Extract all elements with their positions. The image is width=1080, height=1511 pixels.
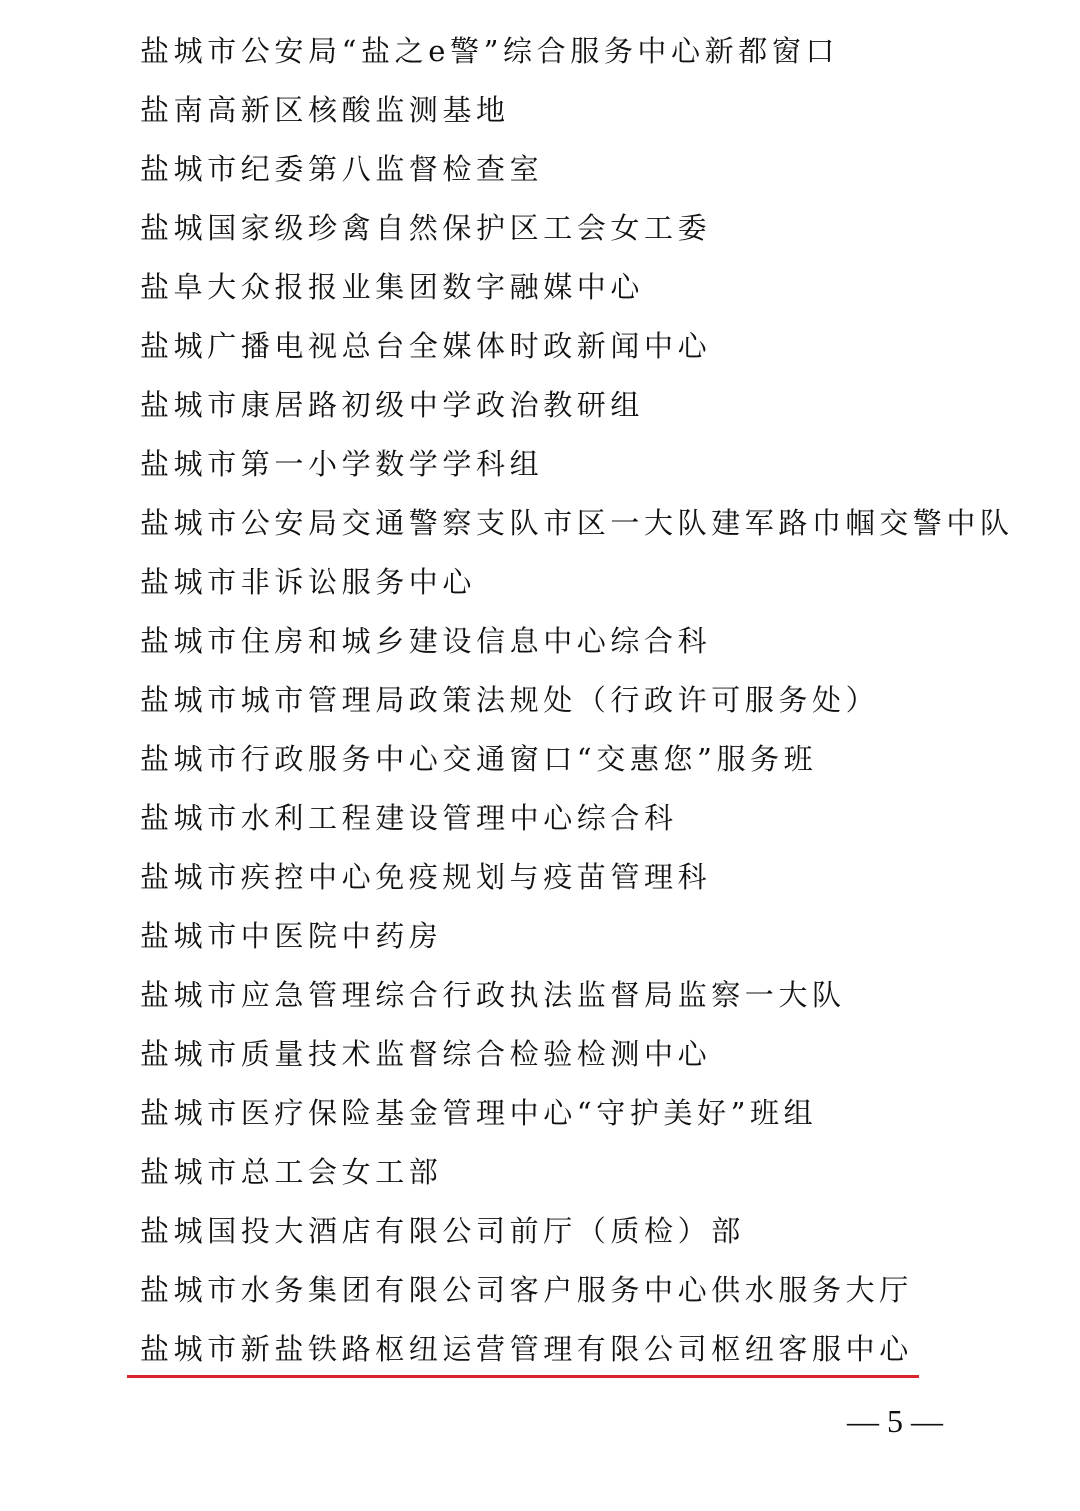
- list-item: 盐城市康居路初级中学政治教研组: [140, 388, 645, 422]
- list-item: 盐城市住房和城乡建设信息中心综合科: [140, 624, 712, 658]
- list-item: 盐城市中医院中药房: [140, 919, 443, 953]
- list-item: 盐城市质量技术监督综合检验检测中心: [140, 1037, 712, 1071]
- list-item: 盐城市应急管理综合行政执法监督局监察一大队: [140, 978, 846, 1012]
- list-item: 盐城市公安局“盐之e警”综合服务中心新都窗口: [140, 34, 840, 68]
- list-item: 盐城国家级珍禽自然保护区工会女工委: [140, 211, 712, 245]
- list-item: 盐城市第一小学数学学科组: [140, 447, 544, 481]
- list-item: 盐城市新盐铁路枢纽运营管理有限公司枢纽客服中心: [140, 1332, 913, 1366]
- list-item: 盐城市非诉讼服务中心: [140, 565, 477, 599]
- list-item: 盐阜大众报报业集团数字融媒中心: [140, 270, 645, 304]
- page-number: — 5 —: [847, 1403, 943, 1439]
- list-item: 盐城广播电视总台全媒体时政新闻中心: [140, 329, 712, 363]
- list-item: 盐城市城市管理局政策法规处（行政许可服务处）: [140, 683, 880, 717]
- list-item: 盐城市医疗保险基金管理中心“守护美好”班组: [140, 1096, 818, 1130]
- honor-list: [140, 22, 1014, 1379]
- list-item: 盐城市水利工程建设管理中心综合科: [140, 801, 678, 835]
- list-item: 盐城市纪委第八监督检查室: [140, 152, 544, 186]
- list-item: 盐南高新区核酸监测基地: [140, 93, 510, 127]
- list-item: 盐城国投大酒店有限公司前厅（质检）部: [140, 1214, 745, 1248]
- list-item: 盐城市总工会女工部: [140, 1155, 443, 1189]
- list-item: 盐城市行政服务中心交通窗口“交惠您”服务班: [140, 742, 818, 776]
- list-item: 盐城市疾控中心免疫规划与疫苗管理科: [140, 860, 712, 894]
- red-separator-line: [127, 1375, 919, 1378]
- list-item: 盐城市水务集团有限公司客户服务中心供水服务大厅: [140, 1273, 913, 1307]
- list-item: 盐城市公安局交通警察支队市区一大队建军路巾帼交警中队: [140, 506, 1014, 540]
